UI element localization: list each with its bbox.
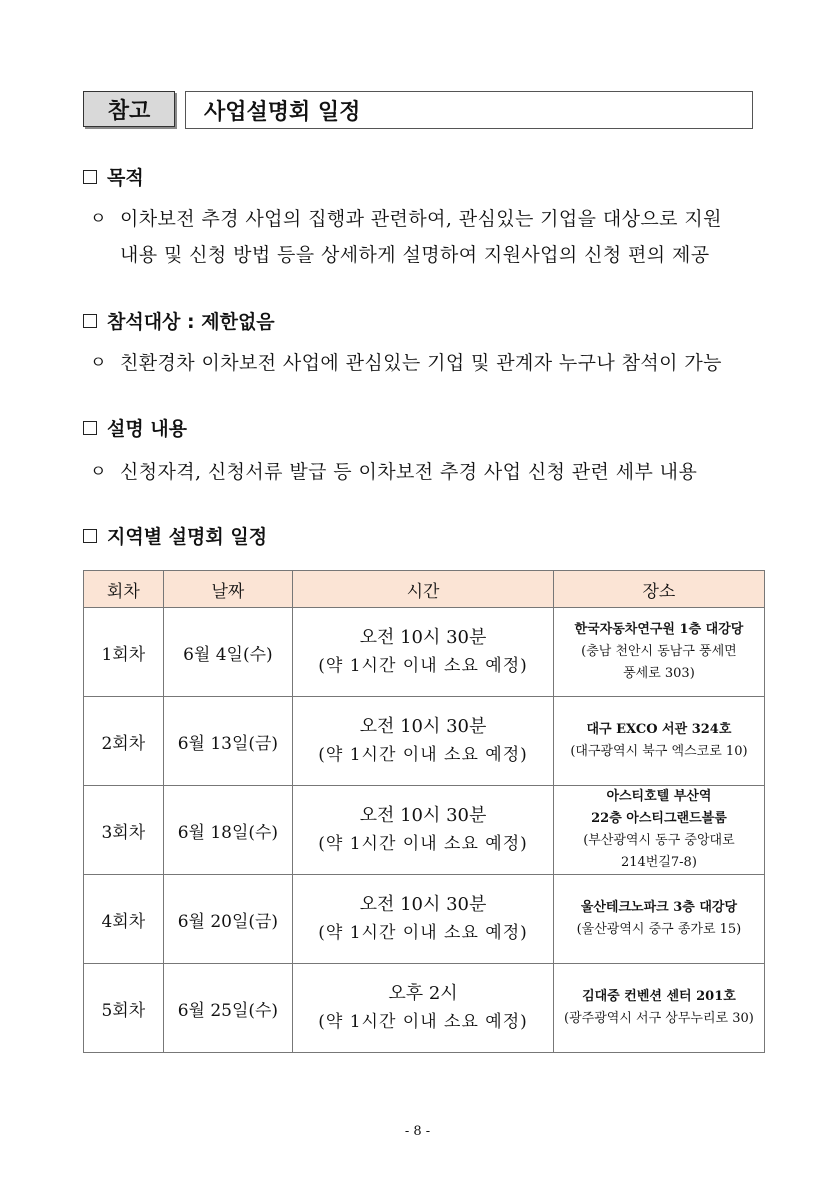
table-row <box>84 964 765 1053</box>
purpose-line-2: 내용 및 신청 방법 등을 상세하게 설명하여 지원사업의 신청 편의 제공 <box>120 244 710 266</box>
section-heading-text: 설명 내용 <box>107 418 188 440</box>
purpose-bullet <box>90 202 722 236</box>
reference-tag: 참고 <box>83 91 175 127</box>
section-audience-heading <box>83 307 275 334</box>
date-cell: 6월 13일(금) <box>163 697 292 786</box>
time-text: 오후 2시 <box>388 983 458 1004</box>
date-cell: 6월 4일(수) <box>163 608 292 697</box>
section-content-heading <box>83 414 187 441</box>
audience-bullet <box>90 346 722 380</box>
purpose-line-1: 이차보전 추경 사업의 집행과 관련하여, 관심있는 기업을 대상으로 지원 <box>120 208 722 230</box>
round-cell: 3회차 <box>84 786 164 875</box>
date-cell: 6월 25일(수) <box>163 964 292 1053</box>
table-row <box>84 697 765 786</box>
table-row <box>84 608 765 697</box>
place-cell <box>553 786 764 875</box>
section-heading-text: 지역별 설명회 일정 <box>107 526 268 548</box>
table-row <box>84 786 765 875</box>
round-cell: 5회차 <box>84 964 164 1053</box>
duration-text: (약 1시간 이내 소요 예정) <box>318 834 528 854</box>
duration-text: (약 1시간 이내 소요 예정) <box>318 1012 528 1032</box>
place-cell <box>553 875 764 964</box>
time-cell <box>293 964 554 1053</box>
date-cell: 6월 18일(수) <box>163 786 292 875</box>
checkbox-icon <box>83 170 97 184</box>
header-date: 날짜 <box>163 571 292 608</box>
bullet-mark-icon: ㅇ <box>90 209 107 229</box>
checkbox-icon <box>83 421 97 435</box>
round-cell: 4회차 <box>84 875 164 964</box>
round-cell: 1회차 <box>84 608 164 697</box>
place-name: 아스티호텔 부산역 <box>606 789 712 804</box>
section-heading-text: 참석대상 : 제한없음 <box>107 311 275 333</box>
title-row <box>83 91 753 129</box>
place-cell <box>553 964 764 1053</box>
time-text: 오전 10시 30분 <box>359 894 487 915</box>
content-bullet <box>90 455 697 489</box>
place-address: (부산광역시 동구 중앙대로 <box>583 833 735 848</box>
content-text: 신청자격, 신청서류 발급 등 이차보전 추경 사업 신청 관련 세부 내용 <box>120 461 698 483</box>
section-schedule-heading <box>83 522 267 549</box>
page-title: 사업설명회 일정 <box>185 91 753 129</box>
time-text: 오전 10시 30분 <box>359 805 487 826</box>
place-address: 214번길7-8) <box>620 855 697 870</box>
time-text: 오전 10시 30분 <box>359 716 487 737</box>
time-cell <box>293 875 554 964</box>
time-cell <box>293 608 554 697</box>
bullet-mark-icon: ㅇ <box>90 462 107 482</box>
time-cell <box>293 697 554 786</box>
section-purpose-heading <box>83 163 144 190</box>
place-address: (울산광역시 중구 종가로 15) <box>576 922 742 937</box>
round-cell: 2회차 <box>84 697 164 786</box>
duration-text: (약 1시간 이내 소요 예정) <box>318 745 528 765</box>
place-name: 울산테크노파크 3층 대강당 <box>580 900 738 915</box>
page-number: - 8 - <box>404 1124 431 1139</box>
bullet-mark-icon: ㅇ <box>90 353 107 373</box>
checkbox-icon <box>83 529 97 543</box>
place-cell <box>553 608 764 697</box>
place-address: (광주광역시 서구 상무누리로 30) <box>564 1011 754 1026</box>
time-text: 오전 10시 30분 <box>359 627 487 648</box>
place-name: 한국자동차연구원 1층 대강당 <box>574 622 744 637</box>
checkbox-icon <box>83 314 97 328</box>
table-header-row <box>84 571 765 608</box>
header-round: 회차 <box>84 571 164 608</box>
place-address: (대구광역시 북구 엑스코로 10) <box>570 744 748 759</box>
place-cell <box>553 697 764 786</box>
duration-text: (약 1시간 이내 소요 예정) <box>318 923 528 943</box>
schedule-table <box>83 570 765 1053</box>
place-address: 풍세로 303) <box>623 666 695 681</box>
audience-text: 친환경차 이차보전 사업에 관심있는 기업 및 관계자 누구나 참석이 가능 <box>120 352 722 374</box>
table-row <box>84 875 765 964</box>
date-cell: 6월 20일(금) <box>163 875 292 964</box>
place-name: 22층 아스티그랜드볼룸 <box>591 811 727 826</box>
place-address: (충남 천안시 동남구 풍세면 <box>581 644 737 659</box>
duration-text: (약 1시간 이내 소요 예정) <box>318 656 528 676</box>
time-cell <box>293 786 554 875</box>
place-name: 김대중 컨벤션 센터 201호 <box>582 989 736 1004</box>
header-time: 시간 <box>293 571 554 608</box>
place-name: 대구 EXCO 서관 324호 <box>586 722 732 737</box>
section-heading-text: 목적 <box>107 167 144 189</box>
header-place: 장소 <box>553 571 764 608</box>
